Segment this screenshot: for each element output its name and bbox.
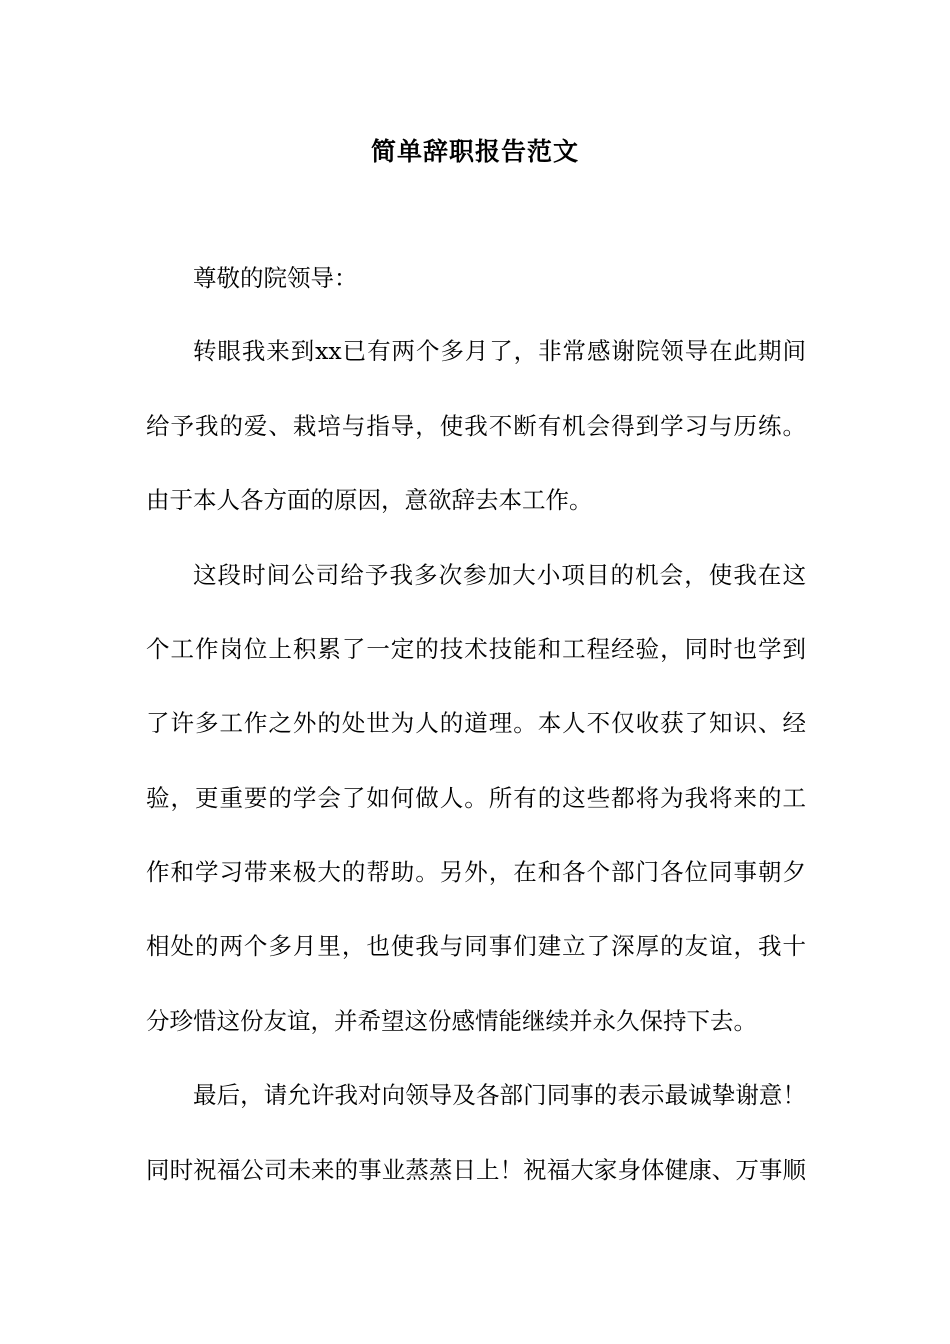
paragraph-line: 由于本人各方面的原因，意欲辞去本工作。 bbox=[146, 486, 593, 514]
salutation-line: 尊敬的院领导： bbox=[193, 264, 358, 292]
paragraph-line: 作和学习带来极大的帮助。另外，在和各个部门各位同事朝夕 bbox=[146, 858, 806, 886]
paragraph-line: 转眼我来到xx已有两个多月了，非常感谢院领导在此期间 bbox=[193, 337, 806, 365]
paragraph-line: 验，更重要的学会了如何做人。所有的这些都将为我将来的工 bbox=[146, 784, 806, 812]
paragraph-line: 分珍惜这份友谊，并希望这份感情能继续并永久保持下去。 bbox=[146, 1007, 757, 1035]
paragraph-line: 个工作岗位上积累了一定的技术技能和工程经验，同时也学到 bbox=[146, 635, 806, 663]
document-title: 简单辞职报告范文 bbox=[370, 137, 579, 166]
paragraph-line: 相处的两个多月里，也使我与同事们建立了深厚的友谊，我十 bbox=[146, 932, 806, 960]
paragraph-line: 了许多工作之外的处世为人的道理。本人不仅收获了知识、经 bbox=[146, 709, 806, 737]
paragraph-line: 最后，请允许我对向领导及各部门同事的表示最诚挚谢意！ bbox=[193, 1081, 806, 1109]
paragraph-line: 给予我的爱、栽培与指导，使我不断有机会得到学习与历练。 bbox=[146, 412, 806, 440]
paragraph-line: 同时祝福公司未来的事业蒸蒸日上！祝福大家身体健康、万事顺 bbox=[146, 1156, 806, 1184]
paragraph-line: 这段时间公司给予我多次参加大小项目的机会，使我在这 bbox=[193, 561, 806, 589]
